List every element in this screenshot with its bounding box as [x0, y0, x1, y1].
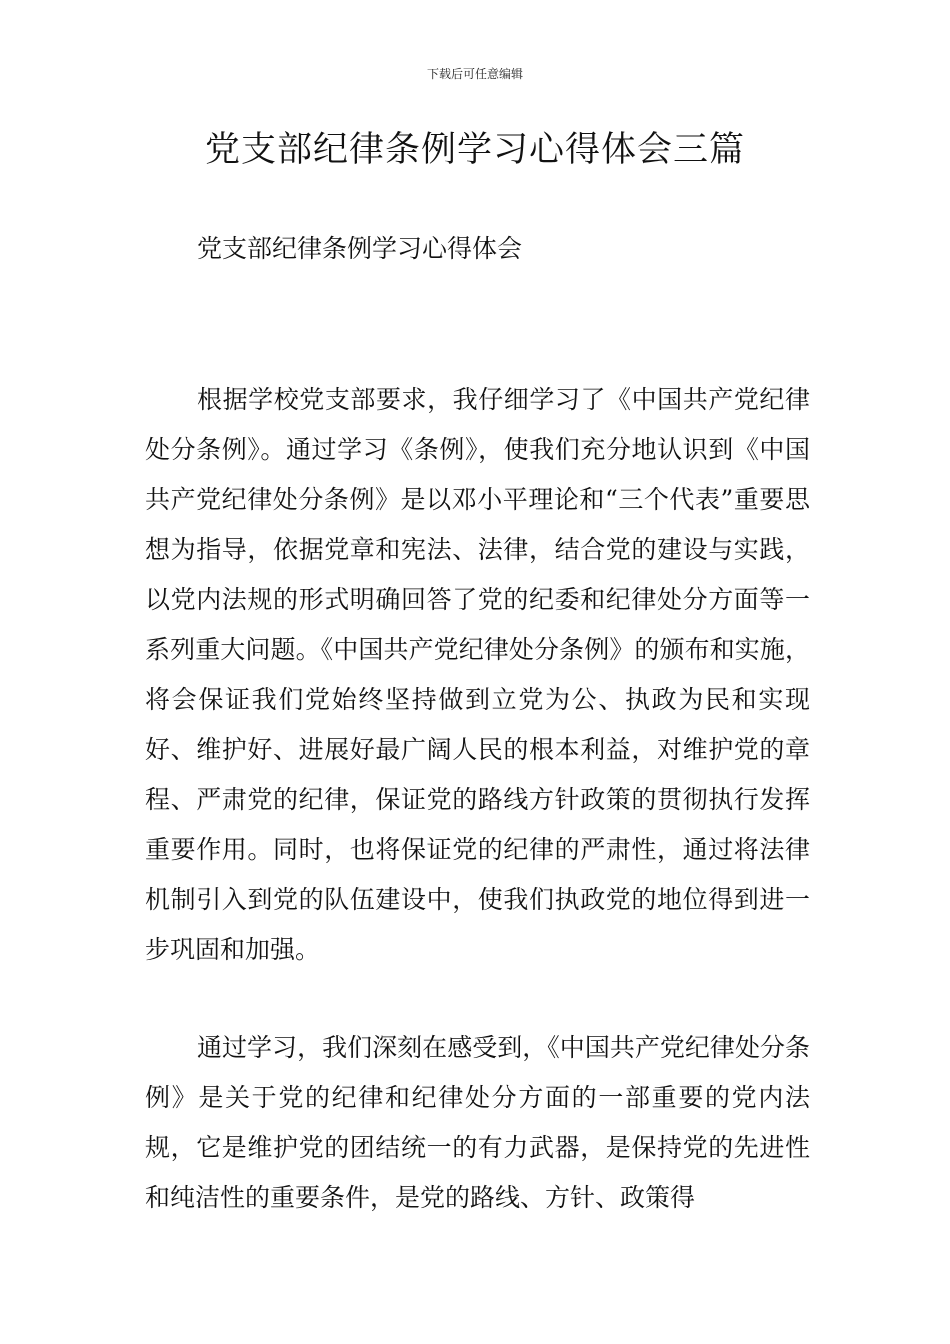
document-title: 党支部纪律条例学习心得体会三篇	[204, 130, 745, 170]
page-header-note: 下载后可任意编辑	[426, 67, 523, 81]
body-paragraph-2: 通过学习，我们深刻在感受到，《中国共产党纪律处分条例》是关于党的纪律和纪律处分方面的一部重要的党内法规，它是维护党的团结统一的有力武器，是保持党的先进性和纯洁性的重要条件，是党的路线、方针、政策得	[145, 1033, 810, 1212]
document-subtitle: 党支部纪律条例学习心得体会	[197, 234, 523, 263]
body-paragraph-1: 根据学校党支部要求，我仔细学习了《中国共产党纪律处分条例》。通过学习《条例》，使我们充分地认识到《中国共产党纪律处分条例》是以邓小平理论和“三个代表”重要思想为指导，依据党章和宪法、法律，结合党的建设与实践，以党内法规的形式明确回答了党的纪委和纪律处分方面等一系列重大问题。《中国共产党纪律处分条例》的颁布和实施，将会保证我们党始终坚持做到立党为公、执政为民和实现好、维护好、进展好最广阔人民的根本利益，对维护党的章程、严肃党的纪律，保证党的路线方针政策的贯彻执行发挥重要作用。同时，也将保证党的纪律的严肃性，通过将法律机制引入到党的队伍建设中，使我们执政党的地位得到进一步巩固和加强。	[145, 385, 810, 964]
